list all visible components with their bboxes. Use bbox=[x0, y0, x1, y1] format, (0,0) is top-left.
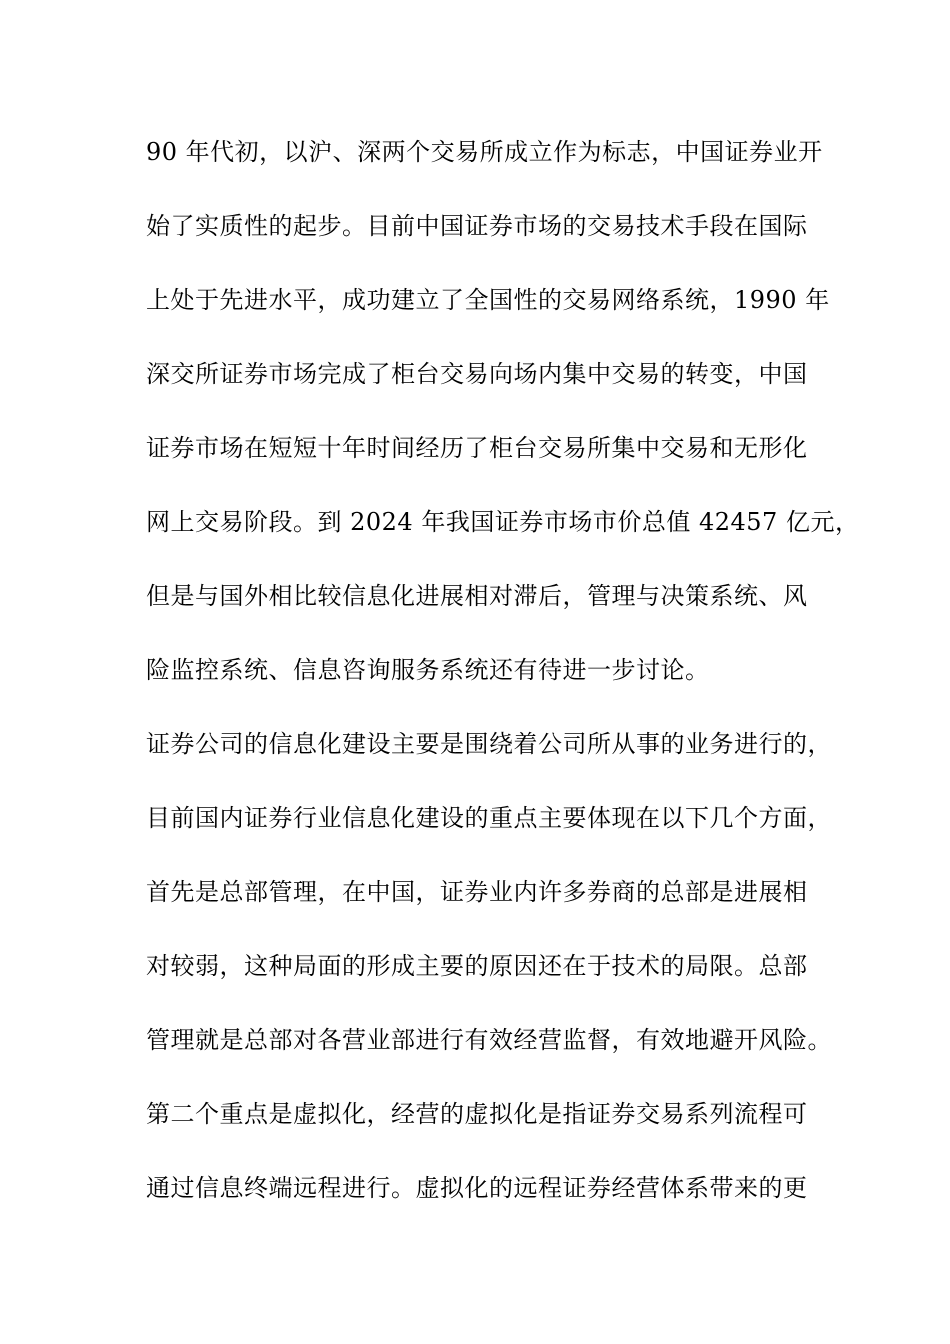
text-line: 证券公司的信息化建设主要是围绕着公司所从事的业务进行的， bbox=[146, 730, 832, 758]
text-line: 深交所证券市场完成了柜台交易向场内集中交易的转变，中国 bbox=[146, 360, 808, 388]
text-line: 管理就是总部对各营业部进行有效经营监督，有效地避开风险。 bbox=[146, 1026, 832, 1054]
text-line: 第二个重点是虚拟化，经营的虚拟化是指证券交易系列流程可 bbox=[146, 1100, 808, 1128]
text-line: 对较弱，这种局面的形成主要的原因还在于技术的局限。总部 bbox=[146, 952, 808, 980]
text-line: 但是与国外相比较信息化进展相对滞后，管理与决策系统、风 bbox=[146, 582, 808, 610]
text-line: 网上交易阶段。到 2024 年我国证券市场市价总值 42457 亿元， bbox=[146, 508, 860, 536]
text-line: 证券市场在短短十年时间经历了柜台交易所集中交易和无形化 bbox=[146, 434, 808, 462]
text-line: 首先是总部管理，在中国，证券业内许多券商的总部是进展相 bbox=[146, 878, 808, 906]
text-line: 险监控系统、信息咨询服务系统还有待进一步讨论。 bbox=[146, 656, 710, 684]
text-line: 90 年代初，以沪、深两个交易所成立作为标志，中国证券业开 bbox=[146, 138, 823, 166]
text-line: 始了实质性的起步。目前中国证券市场的交易技术手段在国际 bbox=[146, 212, 808, 240]
text-line: 目前国内证券行业信息化建设的重点主要体现在以下几个方面， bbox=[146, 804, 832, 832]
text-line: 上处于先进水平，成功建立了全国性的交易网络系统，1990 年 bbox=[146, 286, 830, 314]
text-line: 通过信息终端远程进行。虚拟化的远程证券经营体系带来的更 bbox=[146, 1174, 808, 1202]
